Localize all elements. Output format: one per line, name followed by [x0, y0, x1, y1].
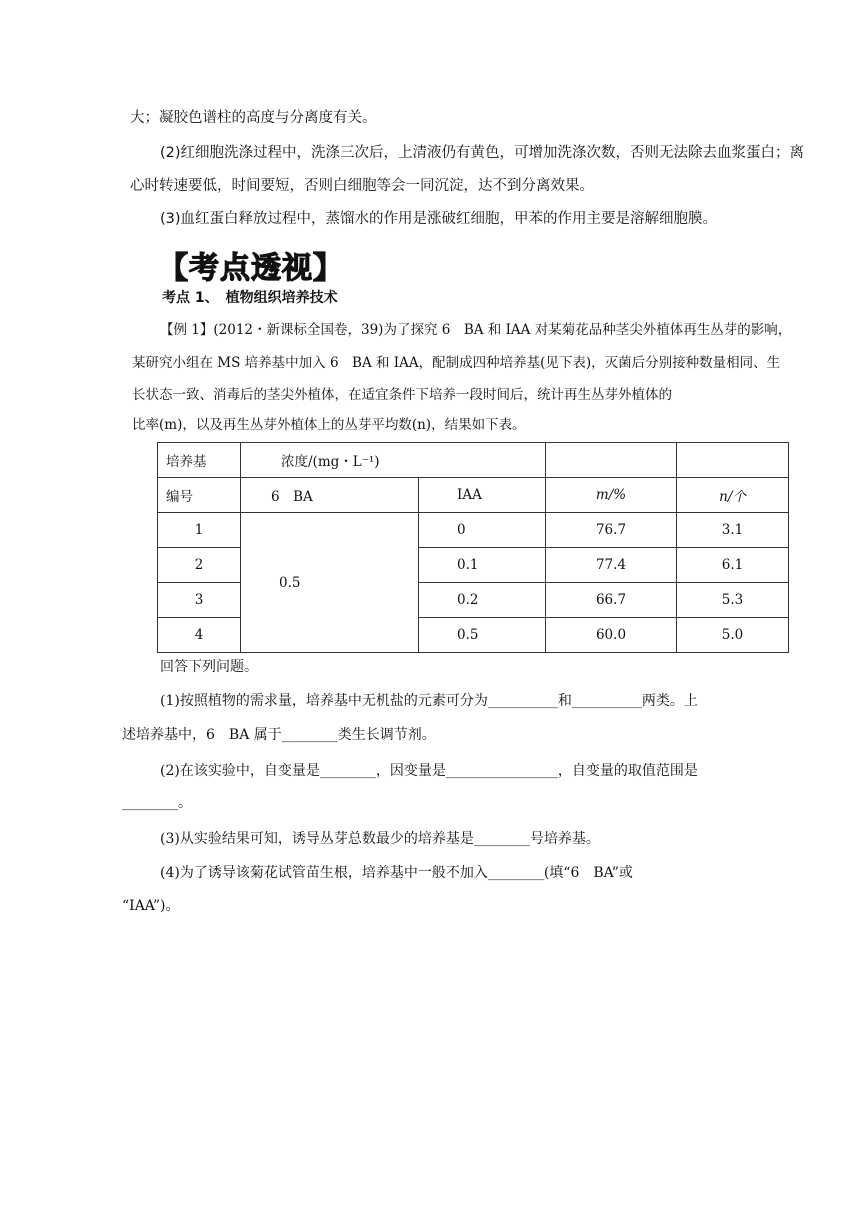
example-line-3: 长状态一致、消毒后的茎尖外植体，在适宜条件下培养一段时间后，统计再生丛芽外植体的 — [132, 387, 672, 403]
cell-iaa: 0.5 — [419, 618, 546, 653]
cell-id: 1 — [158, 513, 241, 548]
cell-id: 3 — [158, 583, 241, 618]
cell-id: 4 — [158, 618, 241, 653]
section-heading: 【考点透视】 — [158, 251, 344, 286]
header-6ba: 6 BA — [241, 478, 419, 513]
example-line-4: 比率(m)，以及再生丛芽外植体上的丛芽平均数(n)，结果如下表。 — [132, 417, 526, 433]
header-concentration: 浓度/(mg・L⁻¹) — [241, 443, 546, 478]
cell-n: 3.1 — [677, 513, 789, 548]
table-header-row-1 — [158, 443, 789, 478]
header-m: m/% — [546, 478, 677, 513]
analysis-line-1: 大；凝胶色谱柱的高度与分离度有关。 — [130, 110, 377, 126]
table-row — [158, 513, 789, 548]
question-3: (3)从实验结果可知，诱导丛芽总数最少的培养基是________号培养基。 — [160, 831, 600, 847]
cell-m: 60.0 — [546, 618, 677, 653]
topic-title: 考点 1、 植物组织培养技术 — [162, 290, 338, 306]
analysis-line-3: 心时转速要低，时间要短，否则白细胞等会一同沉淀，达不到分离效果。 — [130, 178, 594, 194]
cell-n: 5.0 — [677, 618, 789, 653]
cell-n: 5.3 — [677, 583, 789, 618]
example-line-2: 某研究小组在 MS 培养基中加入 6 BA 和 IAA，配制成四种培养基(见下表)，灭菌后分别接种数量相同、生 — [132, 355, 781, 371]
analysis-line-4: (3)血红蛋白释放过程中，蒸馏水的作用是涨破红细胞，甲苯的作用主要是溶解细胞膜。 — [160, 211, 718, 227]
question-1-line-1: (1)按照植物的需求量，培养基中无机盐的元素可分为__________和__________两类。上 — [160, 693, 698, 709]
table-header-row-2 — [158, 478, 789, 513]
cell-m: 77.4 — [546, 548, 677, 583]
header-medium: 培养基 — [158, 443, 241, 478]
cell-m: 76.7 — [546, 513, 677, 548]
analysis-line-2: (2)红细胞洗涤过程中，洗涤三次后，上清液仍有黄色，可增加洗涤次数，否则无法除去血浆蛋白；离 — [160, 145, 805, 161]
header-blank-m — [546, 443, 677, 478]
example-line-1: 【例 1】(2012・新课标全国卷，39)为了探究 6 BA 和 IAA 对某菊花品种茎尖外植体再生丛芽的影响， — [160, 322, 792, 338]
cell-m: 66.7 — [546, 583, 677, 618]
question-2-line-1: (2)在该实验中，自变量是________，因变量是________________，自变量的取值范围是 — [160, 763, 698, 779]
question-4-line-1: (4)为了诱导该菊花试管苗生根，培养基中一般不加入________(填“6 BA”或 — [160, 865, 633, 881]
cell-6ba-value: 0.5 — [241, 513, 419, 653]
question-2-line-2: ________。 — [122, 795, 192, 811]
cell-iaa: 0 — [419, 513, 546, 548]
header-n: n/个 — [677, 478, 789, 513]
questions-intro: 回答下列问题。 — [160, 659, 258, 675]
cell-id: 2 — [158, 548, 241, 583]
header-iaa: IAA — [419, 478, 546, 513]
header-blank-n — [677, 443, 789, 478]
results-table — [157, 442, 789, 653]
cell-n: 6.1 — [677, 548, 789, 583]
question-1-line-2: 述培养基中，6 BA 属于________类生长调节剂。 — [122, 727, 436, 743]
header-number: 编号 — [158, 478, 241, 513]
cell-iaa: 0.2 — [419, 583, 546, 618]
question-4-line-2: “IAA”)。 — [122, 898, 180, 914]
cell-iaa: 0.1 — [419, 548, 546, 583]
